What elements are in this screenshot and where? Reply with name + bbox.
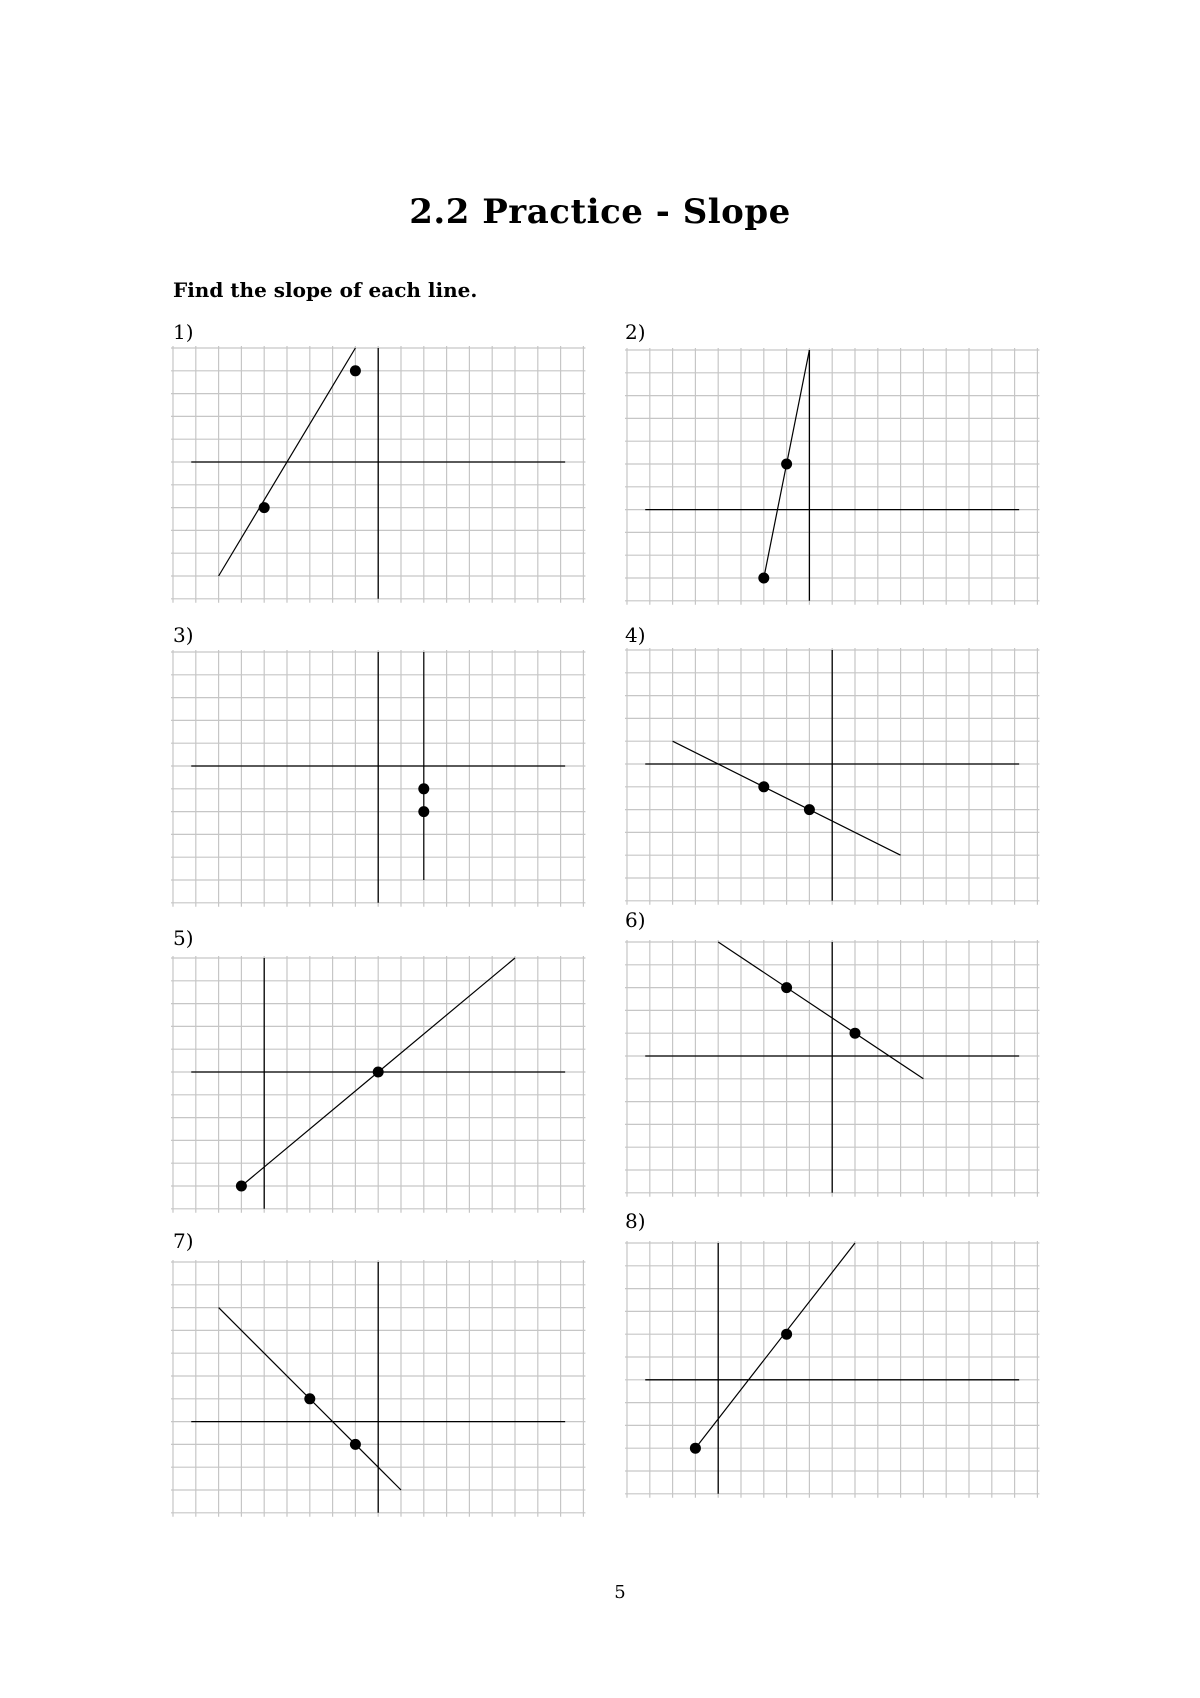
- plotted-point: [418, 806, 429, 817]
- plotted-point: [781, 982, 792, 993]
- graph-7: [171, 1260, 585, 1517]
- problem-label-6: 6): [625, 908, 646, 932]
- plotted-point: [350, 365, 361, 376]
- graph-4: [625, 648, 1039, 905]
- problem-label-5: 5): [173, 926, 194, 950]
- page-title: 2.2 Practice - Slope: [409, 192, 791, 232]
- graph-2: [625, 348, 1039, 605]
- problem-label-3: 3): [173, 623, 194, 647]
- plotted-point: [850, 1028, 861, 1039]
- plotted-point: [259, 502, 270, 513]
- plotted-point: [690, 1443, 701, 1454]
- graph-6: [625, 940, 1039, 1197]
- plotted-point: [373, 1067, 384, 1078]
- plotted-point: [804, 804, 815, 815]
- plotted-point: [236, 1181, 247, 1192]
- problem-label-2: 2): [625, 320, 646, 344]
- plotted-point: [781, 1329, 792, 1340]
- plotted-point: [781, 459, 792, 470]
- instructions: Find the slope of each line.: [173, 278, 478, 302]
- graph-5: [171, 956, 585, 1213]
- problem-label-1: 1): [173, 320, 194, 344]
- graph-3: [171, 650, 585, 907]
- graph-1: [171, 346, 585, 603]
- problem-label-7: 7): [173, 1229, 194, 1253]
- plotted-point: [304, 1393, 315, 1404]
- page-number: 5: [614, 1582, 626, 1603]
- problem-label-8: 8): [625, 1209, 646, 1233]
- plotted-point: [758, 781, 769, 792]
- problem-label-4: 4): [625, 623, 646, 647]
- plotted-point: [418, 783, 429, 794]
- plotted-point: [758, 573, 769, 584]
- graph-8: [625, 1241, 1039, 1498]
- slope-line: [695, 1243, 855, 1448]
- plotted-point: [350, 1439, 361, 1450]
